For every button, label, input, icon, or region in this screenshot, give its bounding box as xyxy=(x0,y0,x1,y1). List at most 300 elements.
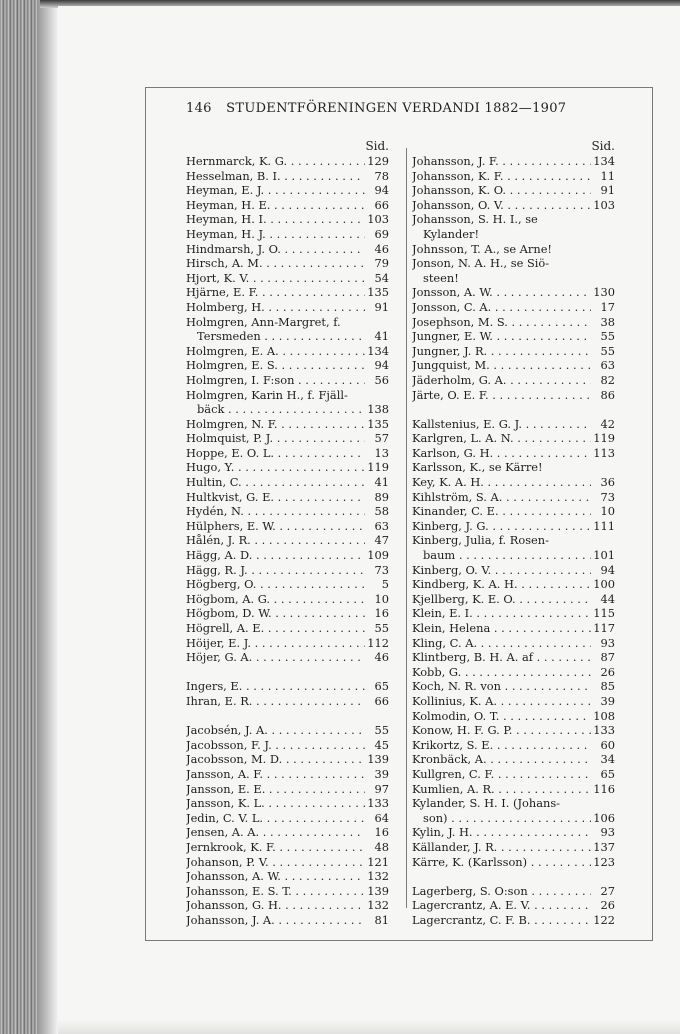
index-entry xyxy=(186,169,389,184)
entry-name: Jungquist, M. . . . xyxy=(412,358,591,373)
entry-name: Kolmodin, O. T. . . . xyxy=(412,709,591,724)
entry-page-number: 93 xyxy=(591,825,615,840)
entry-page-number: 5 xyxy=(365,577,389,592)
entry-name: Kinander, C. E. . . . xyxy=(412,504,591,519)
entry-name: Ingers, E. . . . xyxy=(186,679,365,694)
entry-page-number: 34 xyxy=(591,752,615,767)
entry-page-number: 115 xyxy=(591,606,615,621)
entry-page-number: 48 xyxy=(365,840,389,855)
entry-page-number: 108 xyxy=(591,709,615,724)
index-entry xyxy=(412,898,615,913)
entry-page-number: 116 xyxy=(591,782,615,797)
book-spine-edge xyxy=(0,0,58,1034)
index-entry xyxy=(186,752,389,767)
index-entry xyxy=(186,431,389,446)
index-entry xyxy=(186,884,389,899)
index-entry xyxy=(186,577,389,592)
entry-name: Högrell, A. E. . . . xyxy=(186,621,365,636)
entry-page-number: 94 xyxy=(591,563,615,578)
entry-page-number: 66 xyxy=(365,694,389,709)
entry-name: Jungner, E. W. . . . xyxy=(412,329,591,344)
index-entry xyxy=(186,533,389,548)
entry-name: Jansson, E. E. . . . xyxy=(186,782,365,797)
entry-name: Jacobsson, M. D. . . . xyxy=(186,752,365,767)
index-entry xyxy=(412,694,615,709)
index-entry xyxy=(412,796,615,811)
index-entry xyxy=(412,548,615,563)
entry-page-number: 39 xyxy=(365,767,389,782)
entry-name: Källander, J. R. . . . xyxy=(412,840,591,855)
entry-page-number: 60 xyxy=(591,738,615,753)
entry-name: Heyman, H. J. . . . xyxy=(186,227,365,242)
entry-name: Jonson, N. A. H., se Siö- xyxy=(412,256,550,271)
entry-name: Kinberg, O. V. . . . xyxy=(412,563,591,578)
entry-page-number: 55 xyxy=(365,621,389,636)
entry-page-number: 55 xyxy=(591,329,615,344)
entry-page-number: 10 xyxy=(365,592,389,607)
entry-name: Jernkrook, K. F. . . . xyxy=(186,840,365,855)
index-entry xyxy=(186,811,389,826)
entry-page-number: 65 xyxy=(365,679,389,694)
entry-page-number: 42 xyxy=(591,417,615,432)
index-entry xyxy=(412,300,615,315)
entry-name: Jansson, K. L. . . . xyxy=(186,796,365,811)
entry-name: Hydén, N. . . . xyxy=(186,504,365,519)
index-entry xyxy=(186,344,389,359)
entry-page-number: 94 xyxy=(365,183,389,198)
entry-page-number: 103 xyxy=(365,212,389,227)
entry-name: Holmgren, Karin H., f. Fjäll- xyxy=(186,387,348,402)
entry-page-number: 86 xyxy=(591,388,615,403)
entry-name: Kjellberg, K. E. O. . . . xyxy=(412,592,591,607)
entry-page-number: 64 xyxy=(365,811,389,826)
entry-name: Hägg, A. D. . . . xyxy=(186,548,365,563)
entry-name: Holmberg, H. . . . xyxy=(186,300,365,315)
entry-page-number: 91 xyxy=(365,300,389,315)
entry-page-number: 44 xyxy=(591,592,615,607)
entry-name: Key, K. A. H. . . . xyxy=(412,475,591,490)
entry-page-number: 111 xyxy=(591,519,615,534)
entry-page-number: 41 xyxy=(365,329,389,344)
entry-page-number: 10 xyxy=(591,504,615,519)
index-entry xyxy=(186,825,389,840)
entry-name: Holmgren, N. F. . . . xyxy=(186,417,365,432)
index-entry xyxy=(412,446,615,461)
index-entry xyxy=(412,285,615,300)
index-entry xyxy=(186,315,389,330)
entry-name: Hesselman, B. I. . . . xyxy=(186,169,365,184)
entry-name: Kobb, G. . . . xyxy=(412,665,591,680)
index-entry xyxy=(186,592,389,607)
entry-name: Holmgren, I. F:son . . . xyxy=(186,373,365,388)
entry-page-number: 130 xyxy=(591,285,615,300)
entry-name: Tersmeden . . . xyxy=(197,329,365,344)
entry-page-number: 134 xyxy=(365,344,389,359)
entry-name: Kollinius, K. A. . . . xyxy=(412,694,591,709)
entry-name: Holmgren, Ann-Margret, f. xyxy=(186,314,341,329)
entry-name: Högbom, A. G. . . . xyxy=(186,592,365,607)
index-entry xyxy=(186,417,389,432)
entry-page-number: 137 xyxy=(591,840,615,855)
index-entry xyxy=(412,358,615,373)
entry-name: Jacobsén, J. A. . . . xyxy=(186,723,365,738)
index-entry xyxy=(186,840,389,855)
entry-page-number: 89 xyxy=(365,490,389,505)
entry-name: Heyman, E. J. . . . xyxy=(186,183,365,198)
entry-name: Johansson, A. W. . . . xyxy=(186,869,365,884)
entry-page-number: 119 xyxy=(365,460,389,475)
index-entry xyxy=(412,840,615,855)
index-entry xyxy=(412,709,615,724)
entry-page-number: 26 xyxy=(591,665,615,680)
entry-page-number: 54 xyxy=(365,271,389,286)
entry-page-number: 27 xyxy=(591,884,615,899)
entry-name: Hugo, Y. . . . xyxy=(186,460,365,475)
entry-name: Hjärne, E. F. . . . xyxy=(186,285,365,300)
column-header-sid: Sid. xyxy=(365,139,389,153)
entry-name: Högbom, D. W. . . . xyxy=(186,606,365,621)
entry-name: Holmgren, E. S. . . . xyxy=(186,358,365,373)
index-entry xyxy=(186,694,389,709)
index-entry xyxy=(186,650,389,665)
index-entry xyxy=(412,723,615,738)
entry-page-number: 135 xyxy=(365,417,389,432)
entry-page-number: 123 xyxy=(591,855,615,870)
index-entry xyxy=(412,198,615,213)
index-entry xyxy=(186,519,389,534)
entry-name: Johnsson, T. A., se Arne! xyxy=(412,241,553,256)
index-entry xyxy=(186,606,389,621)
entry-page-number: 133 xyxy=(591,723,615,738)
index-entry xyxy=(186,796,389,811)
index-entry xyxy=(412,344,615,359)
entry-page-number: 45 xyxy=(365,738,389,753)
index-entry xyxy=(186,460,389,475)
entry-name: Johansson, G. H. . . . xyxy=(186,898,365,913)
entry-page-number: 11 xyxy=(591,169,615,184)
entry-name: Jedin, C. V. L. . . . xyxy=(186,811,365,826)
index-entry xyxy=(412,855,615,870)
index-entry xyxy=(412,825,615,840)
entry-name: bäck . . . xyxy=(197,402,365,417)
index-entry xyxy=(412,417,615,432)
entry-name: Kinberg, J. G. . . . xyxy=(412,519,591,534)
index-entry xyxy=(186,212,389,227)
entry-name: Kinberg, Julia, f. Rosen- xyxy=(412,533,549,548)
index-entry xyxy=(412,782,615,797)
entry-page-number: 73 xyxy=(591,490,615,505)
index-entry xyxy=(412,606,615,621)
entry-name: Konow, H. F. G. P. . . . xyxy=(412,723,591,738)
entry-name: Järte, O. E. F. . . . xyxy=(412,388,591,403)
index-entry xyxy=(412,650,615,665)
column-divider xyxy=(406,148,407,908)
entry-name: Lagercrantz, C. F. B. . . . xyxy=(412,913,591,928)
entry-name: Johansson, K. F. . . . xyxy=(412,169,591,184)
index-entry xyxy=(186,329,389,344)
index-entry xyxy=(412,504,615,519)
index-entry xyxy=(186,373,389,388)
entry-page-number: 55 xyxy=(365,723,389,738)
index-entry xyxy=(186,723,389,738)
entry-page-number: 139 xyxy=(365,884,389,899)
entry-page-number: 63 xyxy=(591,358,615,373)
entry-page-number: 66 xyxy=(365,198,389,213)
entry-page-number: 135 xyxy=(365,285,389,300)
entry-page-number: 139 xyxy=(365,752,389,767)
entry-name: Johansson, K. O. . . . xyxy=(412,183,591,198)
index-entry xyxy=(186,898,389,913)
entry-name: Höijer, E. J. . . . xyxy=(186,636,365,651)
column-header-sid: Sid. xyxy=(591,139,615,153)
index-entry xyxy=(186,504,389,519)
index-entry xyxy=(412,767,615,782)
section-gap xyxy=(412,869,615,884)
index-entry xyxy=(412,533,615,548)
section-gap xyxy=(186,665,389,680)
entry-page-number: 132 xyxy=(365,898,389,913)
index-entry xyxy=(186,198,389,213)
index-entry xyxy=(186,227,389,242)
entry-name: Josephson, M. S. . . . xyxy=(412,315,591,330)
entry-page-number: 16 xyxy=(365,606,389,621)
index-entry xyxy=(186,242,389,257)
index-entry xyxy=(186,271,389,286)
index-entry xyxy=(186,563,389,578)
entry-name: Kylin, J. H. . . . xyxy=(412,825,591,840)
entry-name: Jacobsson, F. J. . . . xyxy=(186,738,365,753)
entry-page-number: 55 xyxy=(591,344,615,359)
index-entry xyxy=(186,767,389,782)
entry-page-number: 134 xyxy=(591,154,615,169)
entry-page-number: 82 xyxy=(591,373,615,388)
index-entry xyxy=(412,621,615,636)
index-entry xyxy=(412,271,615,286)
index-entry xyxy=(186,154,389,169)
entry-page-number: 132 xyxy=(365,869,389,884)
section-gap xyxy=(186,709,389,724)
entry-page-number: 85 xyxy=(591,679,615,694)
index-entry xyxy=(412,212,615,227)
entry-page-number: 17 xyxy=(591,300,615,315)
index-entry xyxy=(412,431,615,446)
entry-name: Kallstenius, E. G. J. . . . xyxy=(412,417,591,432)
index-entry xyxy=(186,300,389,315)
entry-page-number: 100 xyxy=(591,577,615,592)
entry-page-number: 36 xyxy=(591,475,615,490)
entry-page-number: 138 xyxy=(365,402,389,417)
entry-name: Kling, C. A. . . . xyxy=(412,636,591,651)
entry-page-number: 87 xyxy=(591,650,615,665)
index-entry xyxy=(186,285,389,300)
entry-name: Karlgren, L. A. N. . . . xyxy=(412,431,591,446)
entry-name: Jonsson, C. A. . . . xyxy=(412,300,591,315)
entry-name: Hülphers, E. W. . . . xyxy=(186,519,365,534)
entry-page-number: 65 xyxy=(591,767,615,782)
index-entry xyxy=(412,519,615,534)
entry-page-number: 81 xyxy=(365,913,389,928)
entry-name: Johansson, O. V. . . . xyxy=(412,198,591,213)
entry-name: Jungner, J. R. . . . xyxy=(412,344,591,359)
index-entry xyxy=(412,490,615,505)
index-column-left xyxy=(186,139,389,927)
entry-name: Lagerberg, S. O:son . . . xyxy=(412,884,591,899)
index-entry xyxy=(186,490,389,505)
entry-name: Kumlien, A. R. . . . xyxy=(412,782,591,797)
entry-name: Johanson, P. V. . . . xyxy=(186,855,365,870)
index-entry xyxy=(412,563,615,578)
entry-page-number: 16 xyxy=(365,825,389,840)
entry-page-number: 103 xyxy=(591,198,615,213)
entry-page-number: 57 xyxy=(365,431,389,446)
entry-name: Hjort, K. V. . . . xyxy=(186,271,365,286)
entry-name: Jonsson, A. W. . . . xyxy=(412,285,591,300)
entry-page-number: 39 xyxy=(591,694,615,709)
entry-page-number: 26 xyxy=(591,898,615,913)
page-bottom-shade xyxy=(58,1020,680,1034)
entry-page-number: 122 xyxy=(591,913,615,928)
entry-page-number: 69 xyxy=(365,227,389,242)
entry-name: Karlsson, K., se Kärre! xyxy=(412,460,543,475)
entry-name: Johansson, E. S. T. . . . xyxy=(186,884,365,899)
entry-name: Hoppe, E. O. L. . . . xyxy=(186,446,365,461)
index-entry xyxy=(412,752,615,767)
entry-name: Höjer, G. A. . . . xyxy=(186,650,365,665)
page-number: 146 xyxy=(186,101,212,116)
entry-page-number: 38 xyxy=(591,315,615,330)
entry-name: Heyman, H. I. . . . xyxy=(186,212,365,227)
entry-name: Kihlström, S. A. . . . xyxy=(412,490,591,505)
entry-page-number: 73 xyxy=(365,563,389,578)
index-column-right xyxy=(412,139,615,927)
entry-name: Kärre, K. (Karlsson) . . . xyxy=(412,855,591,870)
index-entry xyxy=(412,636,615,651)
index-entry xyxy=(186,475,389,490)
entry-page-number: 119 xyxy=(591,431,615,446)
index-entry xyxy=(186,548,389,563)
section-gap xyxy=(412,402,615,417)
index-entry xyxy=(186,446,389,461)
entry-page-number: 129 xyxy=(365,154,389,169)
index-entry xyxy=(412,884,615,899)
entry-name: Kylander, S. H. I. (Johans- xyxy=(412,796,561,811)
index-entry xyxy=(412,475,615,490)
entry-page-number: 78 xyxy=(365,169,389,184)
entry-name: Heyman, H. E. . . . xyxy=(186,198,365,213)
entry-name: Johansson, S. H. I., se xyxy=(412,212,538,227)
index-entry xyxy=(412,256,615,271)
index-entry xyxy=(412,811,615,826)
entry-page-number: 41 xyxy=(365,475,389,490)
entry-page-number: 109 xyxy=(365,548,389,563)
entry-page-number: 91 xyxy=(591,183,615,198)
index-entry xyxy=(186,738,389,753)
entry-page-number: 58 xyxy=(365,504,389,519)
entry-name: Högberg, O. . . . xyxy=(186,577,365,592)
index-entry xyxy=(412,460,615,475)
index-entry xyxy=(186,621,389,636)
entry-page-number: 101 xyxy=(591,548,615,563)
index-entry xyxy=(186,869,389,884)
index-entry xyxy=(412,592,615,607)
index-entry xyxy=(412,227,615,242)
entry-name: Kindberg, K. A. H. . . . xyxy=(412,577,591,592)
running-title: STUDENTFÖRENINGEN VERDANDI 1882—1907 xyxy=(226,101,567,116)
entry-page-number: 117 xyxy=(591,621,615,636)
entry-name: Holmquist, P. J. . . . xyxy=(186,431,365,446)
index-entry xyxy=(412,329,615,344)
entry-name: Jansson, A. F. . . . xyxy=(186,767,365,782)
entry-page-number: 106 xyxy=(591,811,615,826)
index-entry xyxy=(412,913,615,928)
entry-name: Hägg, R. J. . . . xyxy=(186,563,365,578)
index-entry xyxy=(186,183,389,198)
entry-page-number: 113 xyxy=(591,446,615,461)
index-rows-left xyxy=(186,154,389,927)
index-entry xyxy=(186,358,389,373)
entry-name: Jäderholm, G. A. . . . xyxy=(412,373,591,388)
entry-name: Jensen, A. A. . . . xyxy=(186,825,365,840)
index-entry xyxy=(412,679,615,694)
entry-name: Johansson, J. A. . . . xyxy=(186,913,365,928)
entry-name: Klein, Helena . . . xyxy=(412,621,591,636)
index-entry xyxy=(412,169,615,184)
running-header xyxy=(186,101,616,116)
index-entry xyxy=(412,738,615,753)
index-entry xyxy=(186,388,389,403)
entry-name: Hultkvist, G. E. . . . xyxy=(186,490,365,505)
entry-name: Johansson, J. F. . . . xyxy=(412,154,591,169)
index-entry xyxy=(186,636,389,651)
index-entry xyxy=(412,183,615,198)
entry-name: steen! xyxy=(423,270,459,285)
entry-name: Kullgren, C. F. . . . xyxy=(412,767,591,782)
entry-name: Holmgren, E. A. . . . xyxy=(186,344,365,359)
entry-page-number: 56 xyxy=(365,373,389,388)
entry-page-number: 94 xyxy=(365,358,389,373)
entry-page-number: 79 xyxy=(365,256,389,271)
entry-name: Hirsch, A. M. . . . xyxy=(186,256,365,271)
entry-name: Hålén, J. R. . . . xyxy=(186,533,365,548)
index-entry xyxy=(412,665,615,680)
entry-page-number: 46 xyxy=(365,242,389,257)
entry-name: Krikortz, S. E. . . . xyxy=(412,738,591,753)
entry-name: Koch, N. R. von . . . xyxy=(412,679,591,694)
entry-name: Hernmarck, K. G. . . . xyxy=(186,154,365,169)
entry-page-number: 47 xyxy=(365,533,389,548)
entry-name: Hultin, C. . . . xyxy=(186,475,365,490)
entry-page-number: 13 xyxy=(365,446,389,461)
index-entry xyxy=(186,782,389,797)
entry-name: Karlson, G. H. . . . xyxy=(412,446,591,461)
entry-name: Hindmarsh, J. O. . . . xyxy=(186,242,365,257)
entry-name: Kronbäck, A. . . . xyxy=(412,752,591,767)
entry-name: Klein, E. I. . . . xyxy=(412,606,591,621)
index-entry xyxy=(412,315,615,330)
index-entry xyxy=(412,373,615,388)
index-entry xyxy=(412,242,615,257)
entry-page-number: 63 xyxy=(365,519,389,534)
index-entry xyxy=(186,402,389,417)
entry-page-number: 93 xyxy=(591,636,615,651)
index-rows-right xyxy=(412,154,615,927)
entry-page-number: 133 xyxy=(365,796,389,811)
index-entry xyxy=(412,577,615,592)
entry-name: son) . . . xyxy=(423,811,591,826)
index-entry xyxy=(186,913,389,928)
entry-name: Ihran, E. R. . . . xyxy=(186,694,365,709)
entry-page-number: 46 xyxy=(365,650,389,665)
